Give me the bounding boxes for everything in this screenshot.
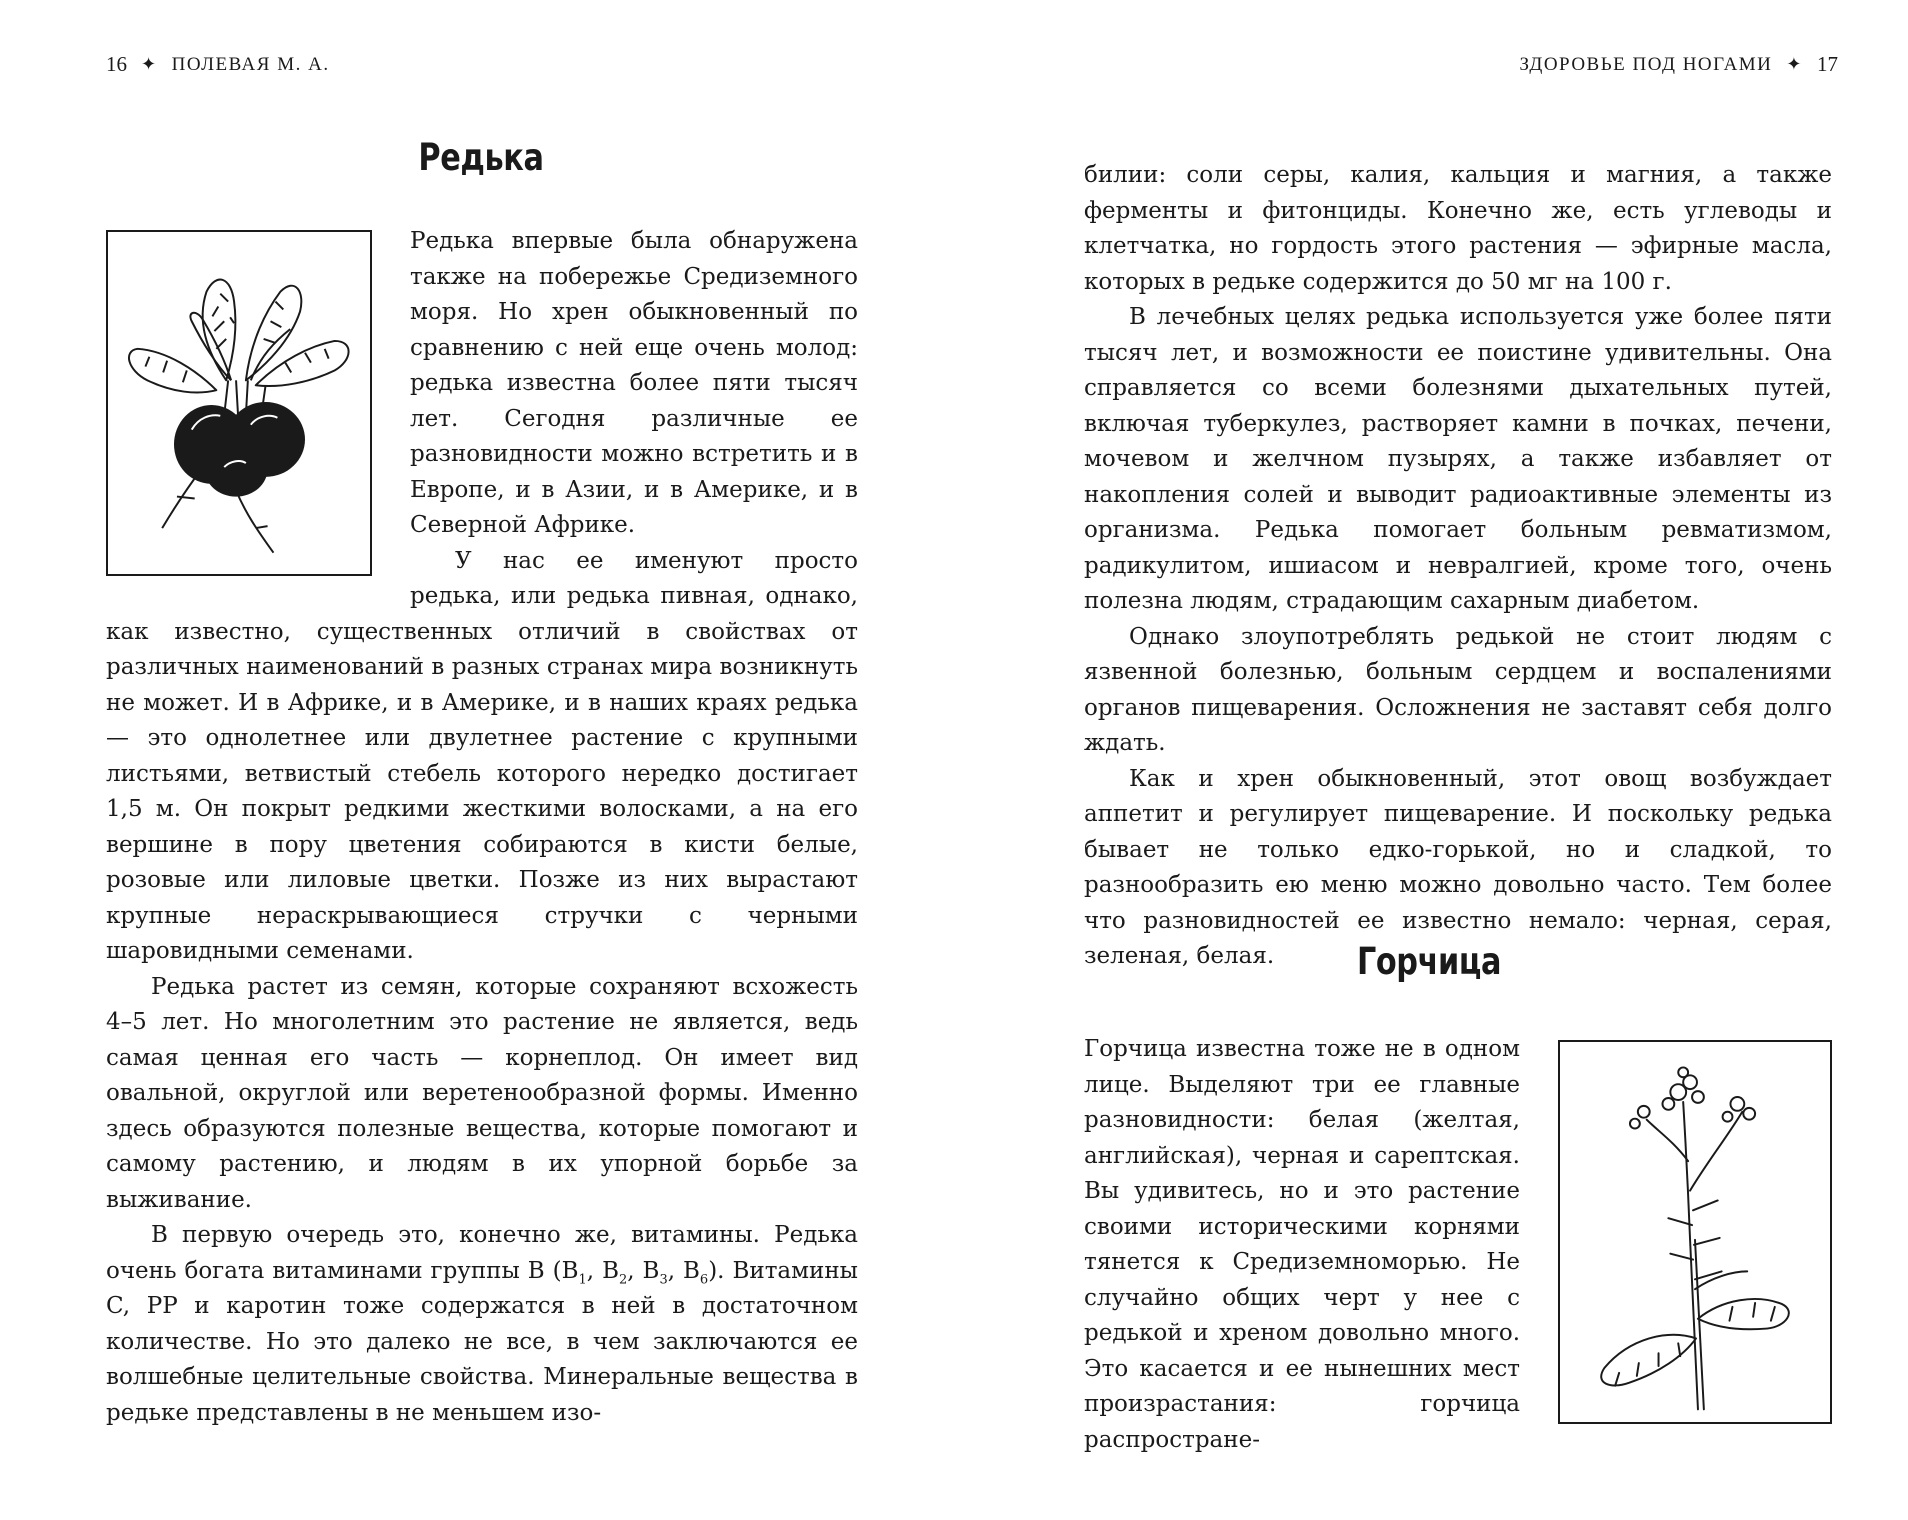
right-text-column-top [1084, 158, 1832, 975]
paragraph: Редька впервые была обнаружена также на побережье Средиземного моря. Но хрен обыкновенный по сравнению с ней еще очень молод: редька известна более пяти тысяч лет. Сегодня различные ее разновидности можно встретить и в Европе, и в Азии, и в Америке, и в Северной Африке. [410, 228, 858, 538]
radish-illustration [106, 230, 372, 576]
radish-drawing-icon [108, 232, 370, 574]
mustard-illustration [1558, 1040, 1832, 1424]
section-title-radish: Редька [418, 136, 544, 179]
mustard-plant-drawing-icon [1560, 1042, 1830, 1422]
separator-star-icon: ✦ [141, 54, 158, 74]
paragraph: Редька растет из семян, которые сохраняют всхожесть 4–5 лет. Но многолетним это растение не является, ведь самая ценная его часть — корнеплод. Он имеет вид овальной, округлой или веретенообразной формы. Именно здесь образуются полезные вещества, которые помогают и самому растению, и людям в их упорной борьбе за выживание. [106, 973, 858, 1213]
right-page [954, 0, 1908, 1520]
right-page-number: 17 [1817, 52, 1838, 76]
paragraph: Горчица известна тоже не в одном лице. Выделяют три ее главные разновидности: белая (желтая, английская), черная и сарептская. Вы удивитесь, но и это растение своими историческими корнями тянется к Средиземноморью. Не случайно общих черт у нее с редькой и хреном довольно много. Это касается и ее нынешних мест произрастания: горчица распростране- [1084, 1036, 1520, 1453]
right-running-head [1520, 52, 1839, 77]
paragraph: билии: соли серы, калия, кальция и магния, а также ферменты и фитонциды. Конечно же, есть углеводы и клетчатка, но гордость этого растения — эфирные масла, которых в редьке содержится до 50 мг на 100 г. [1084, 162, 1832, 295]
vitamin-paragraph: В первую очередь это, конечно же, витамины. Редька очень богата витаминами группы B ($B_1$, $B_2$, $B_3$, $B_6$). Витамины C, PP и каротин тоже содержатся в ней в достаточном количестве. Но это далеко не все, в чем заключаются ее волшебные целительные свойства. Минеральные вещества в редьке представлены в не меньшем изо- [106, 1222, 858, 1426]
book-title: ЗДОРОВЬЕ ПОД НОГАМИ [1519, 53, 1773, 75]
section-title-mustard: Горчица [1356, 940, 1502, 983]
author-name: ПОЛЕВАЯ М. А. [171, 53, 330, 75]
left-text-column [106, 224, 858, 1431]
right-text-column-bottom [1084, 1032, 1832, 1458]
left-page-number: 16 [106, 52, 127, 76]
paragraph: Как и хрен обыкновенный, этот овощ возбуждает аппетит и регулирует пищеварение. И поскольку редька бывает не только едко-горькой, но и сладкой, то разнообразить ею меню можно довольно часто. Тем более что разновидностей ее известно немало: черная, серая, зеленая, белая. [1084, 765, 1832, 969]
separator-star-icon: ✦ [1786, 54, 1803, 74]
left-running-head [106, 52, 330, 77]
paragraph: У нас ее именуют просто редька, или редька пивная, однако, как известно, существенных отличий в свойствах от различных наименований в разных странах мира возникнуть не может. И в Африке, и в Америке, и в наших краях редька — это однолетнее или двулетнее растение с крупными листьями, ветвистый стебель которого нередко достигает 1,5 м. Он покрыт редкими жесткими волосками, а на его вершине в пору цветения собираются в кисти белые, розовые или лиловые цветки. Позже из них вырастают крупные нераскрывающиеся стручки с черными шаровидными семенами. [106, 547, 858, 964]
paragraph: В лечебных целях редька используется уже более пяти тысяч лет, и возможности ее поистине удивительны. Она справляется со всеми болезнями дыхательных путей, включая туберкулез, растворяет камни в почках, печени, мочевом и желчном пузырях, а также избавляет от накопления солей и выводит радиоактивные элементы из организма. Редька помогает больным ревматизмом, радикулитом, ишиасом и невралгией, кроме того, очень полезна людям, страдающим сахарным диабетом. [1084, 304, 1832, 614]
paragraph: Однако злоупотреблять редькой не стоит людям с язвенной болезнью, больным сердцем и воспалениями органов пищеварения. Осложнения не заставят себя долго ждать. [1084, 623, 1832, 756]
